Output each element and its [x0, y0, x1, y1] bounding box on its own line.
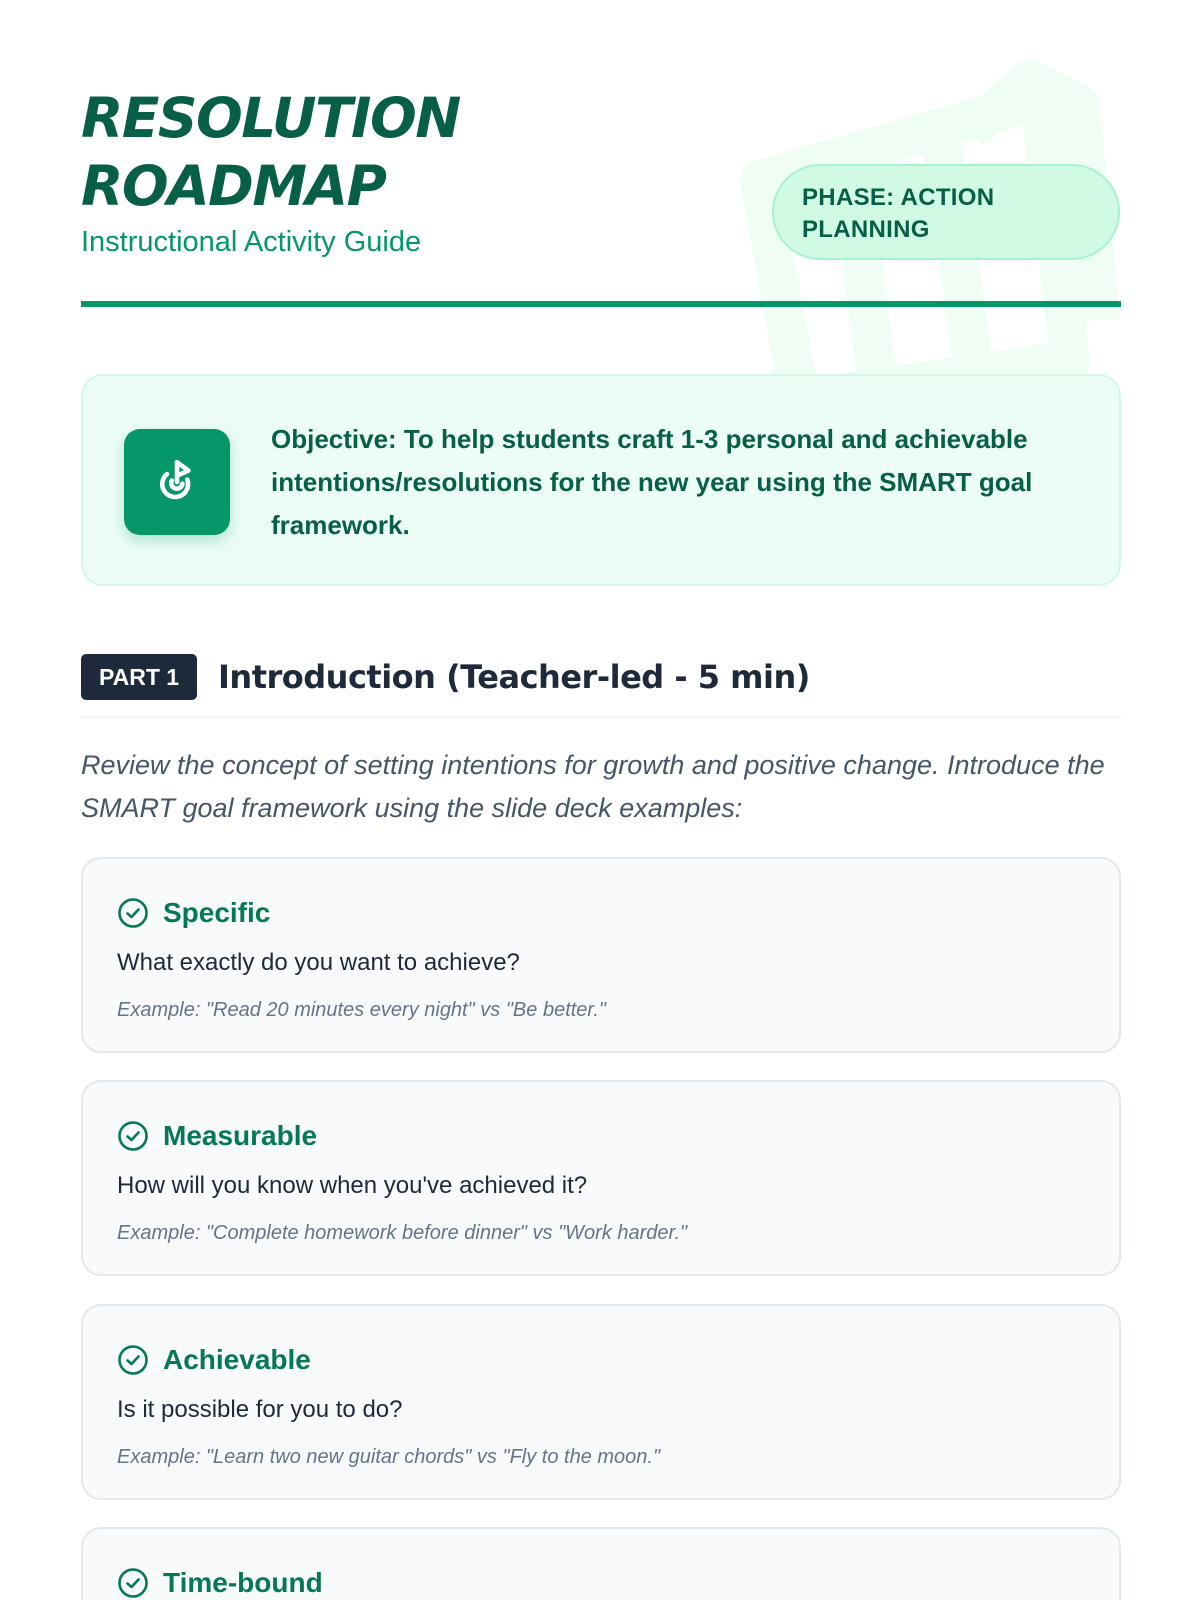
check-circle-icon [117, 897, 149, 929]
check-circle-icon [117, 1344, 149, 1376]
part-intro: Review the concept of setting intentions for growth and positive change. Introduce the SMART goal framework using the slide deck examples: [81, 750, 1105, 823]
smart-card-time-bound [81, 1527, 1121, 1600]
smart-example: Example: "Learn two new guitar chords" vs "Fly to the moon." [117, 1446, 661, 1468]
phase-badge [772, 164, 1120, 260]
phase-line-1: PHASE: ACTION [802, 184, 995, 211]
check-circle-icon [117, 1120, 149, 1152]
smart-name: Measurable [163, 1120, 318, 1151]
smart-question: How will you know when you've achieved it? [117, 1172, 588, 1199]
objective-card [81, 374, 1121, 586]
smart-example: Example: "Read 20 minutes every night" vs "Be better." [117, 999, 607, 1021]
objective-text: Objective: To help students craft 1-3 personal and achievable intentions/resolutions for the new year using the SMART goal framework. [271, 424, 1033, 540]
smart-card-specific [81, 857, 1121, 1053]
smart-question: Is it possible for you to do? [117, 1396, 403, 1423]
check-circle-icon [117, 1567, 149, 1599]
smart-card-achievable [81, 1304, 1121, 1500]
smart-name: Specific [163, 897, 271, 928]
part-title: Introduction (Teacher-led - 5 min) [218, 658, 810, 696]
smart-name: Achievable [163, 1344, 311, 1375]
smart-name: Time-bound [163, 1567, 323, 1598]
header-divider [81, 301, 1121, 307]
title-line-1: RESOLUTION [81, 86, 460, 150]
phase-line-2: PLANNING [802, 216, 930, 243]
smart-card-measurable [81, 1080, 1121, 1276]
smart-example: Example: "Complete homework before dinner" vs "Work harder." [117, 1222, 688, 1244]
part-badge: PART 1 [81, 654, 197, 700]
part-1-header [81, 654, 1121, 718]
page-subtitle: Instructional Activity Guide [81, 226, 422, 258]
target-arrow-icon [124, 429, 230, 535]
smart-question: What exactly do you want to achieve? [117, 949, 520, 976]
title-line-2: ROADMAP [81, 154, 386, 218]
